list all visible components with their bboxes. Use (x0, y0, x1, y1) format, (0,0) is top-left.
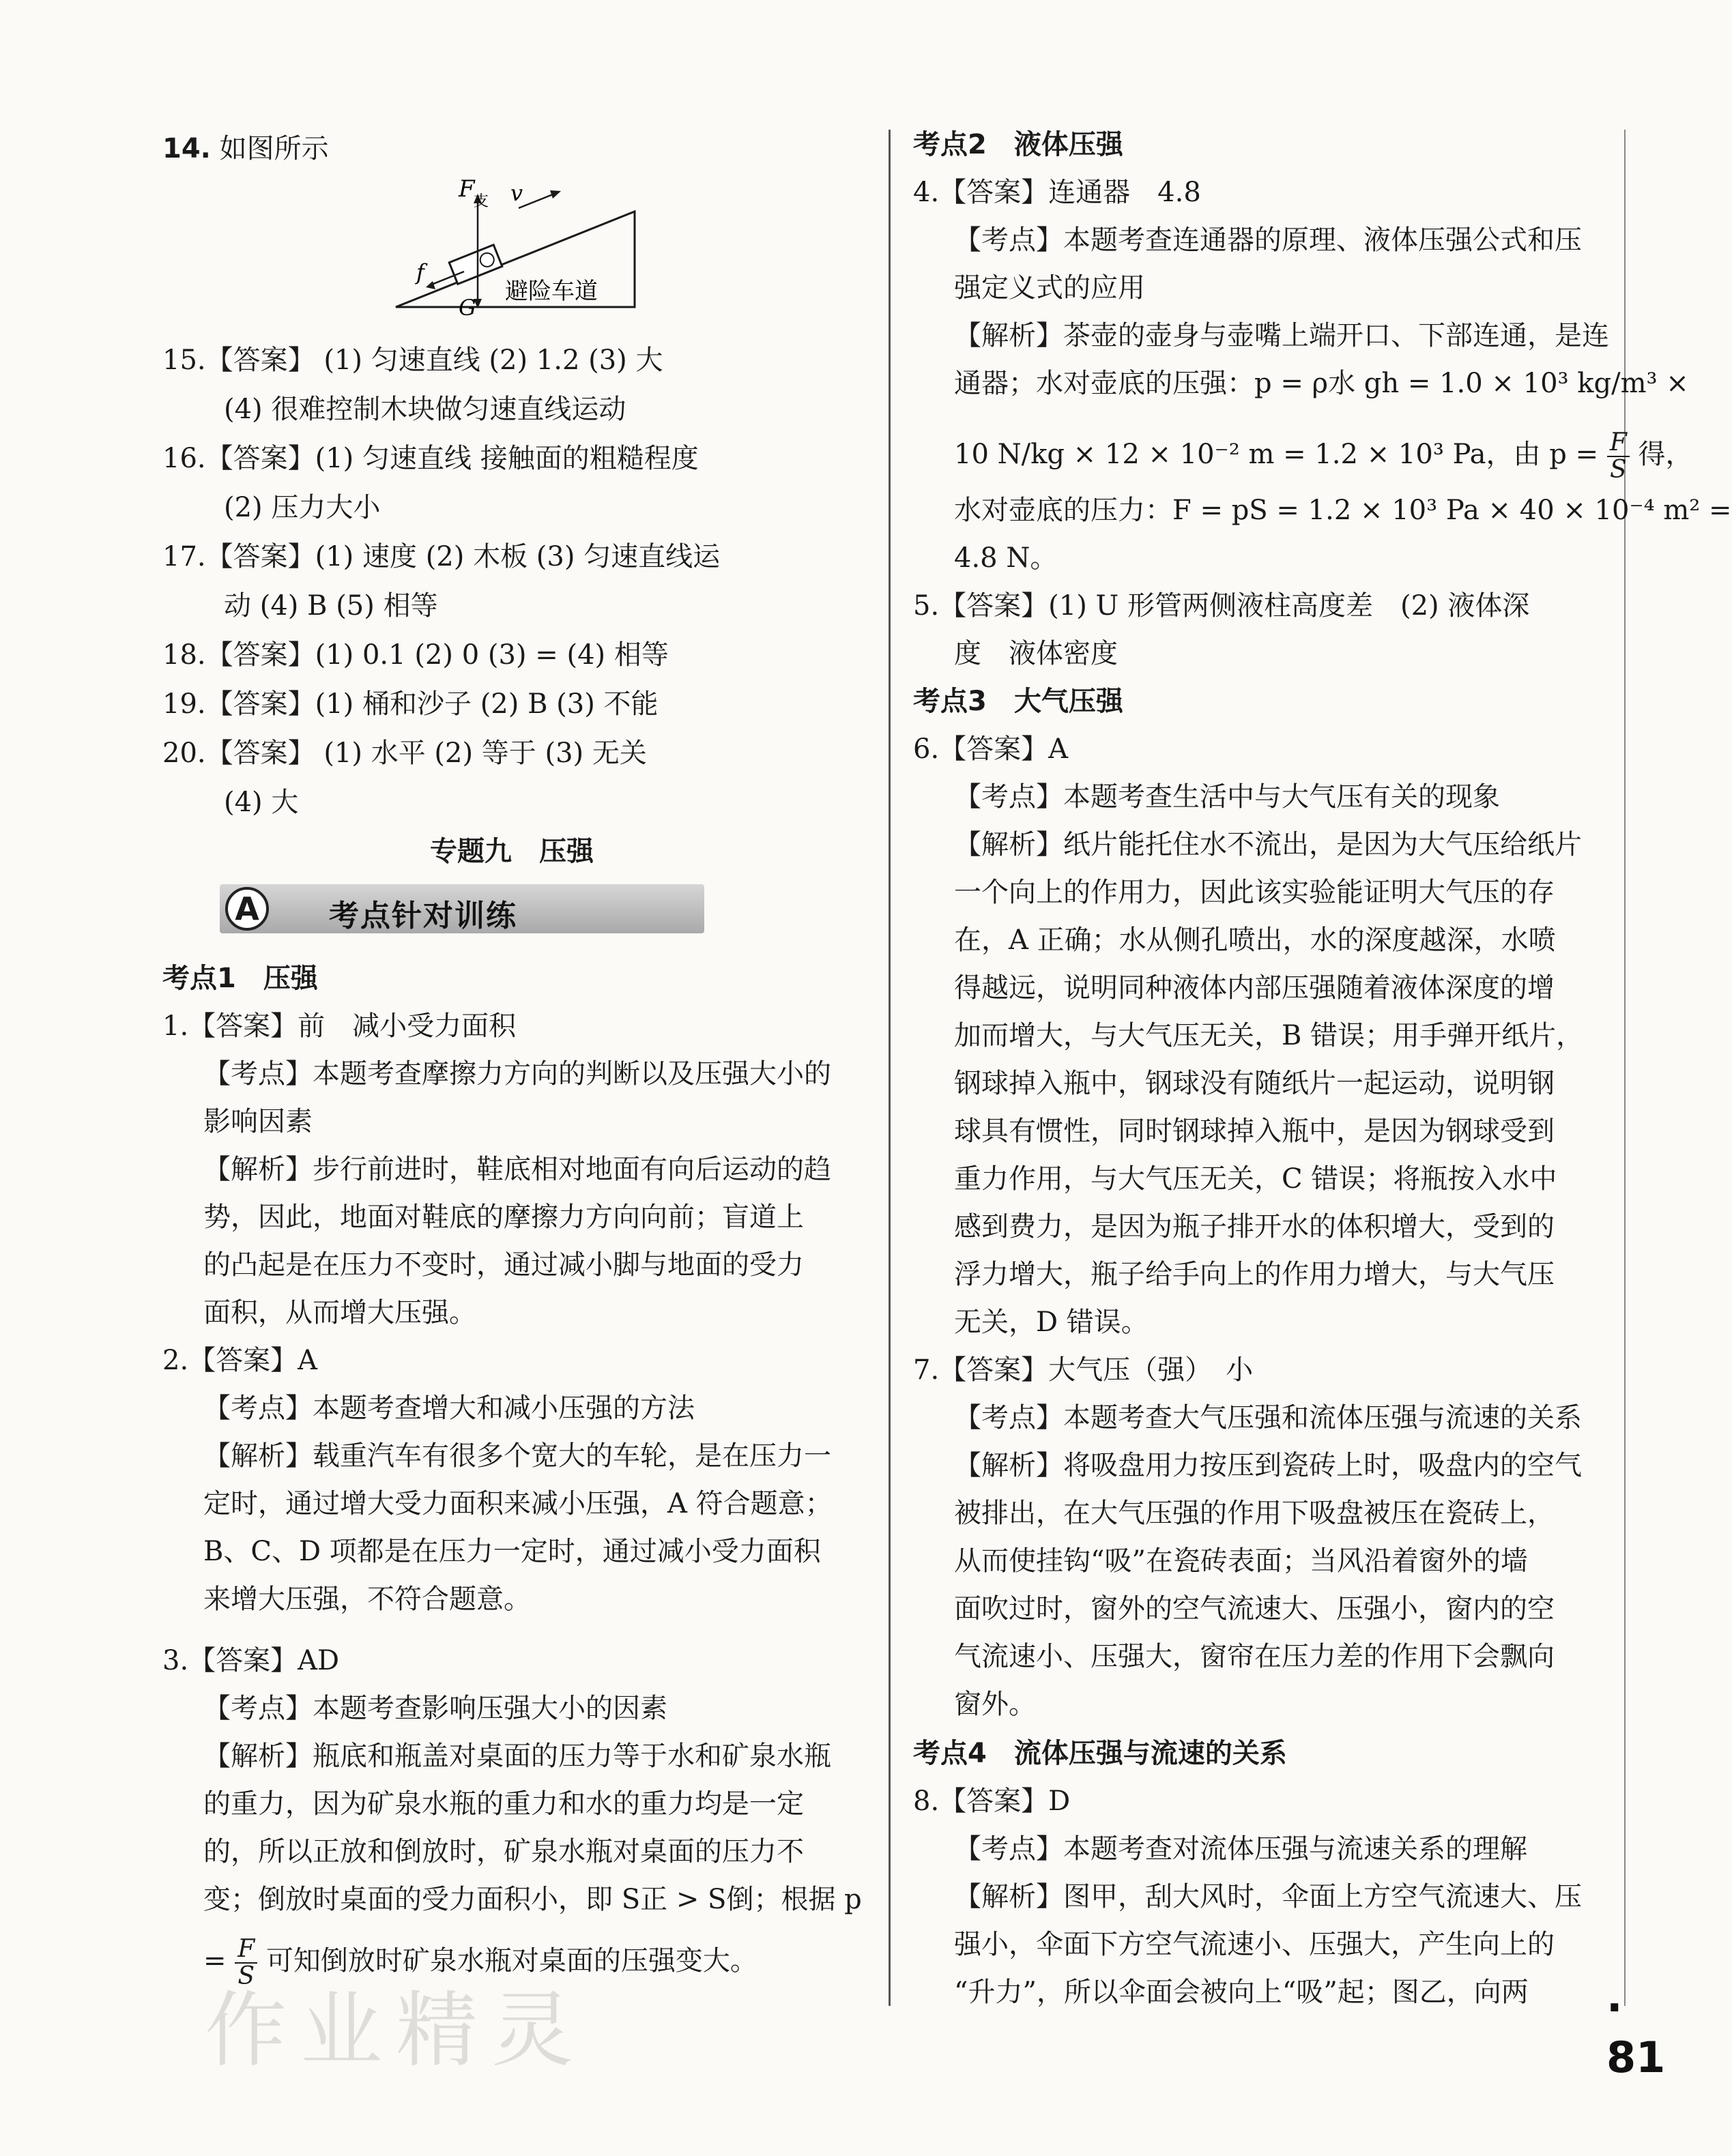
kaodian1-heading: 考点1 压强 (162, 963, 318, 994)
section-title: 专题九 压强 (430, 836, 594, 867)
r-formula-a: 10 N/kg × 12 × 10⁻² m = 1.2 × 10³ Pa，由 p = (954, 439, 1599, 470)
r-formula-b: 得， (1638, 439, 1693, 470)
frac-top-right: F (1607, 430, 1630, 457)
body-line-5: 的凸起是在压力不变时，通过减小脚与地面的受力 (203, 1249, 804, 1281)
r-b-1: 4.8 N。 (954, 542, 1058, 574)
r-c-13: 7.【答案】大气压（强） 小 (913, 1354, 1254, 1386)
ans15-line1: 15.【答案】 (1) 匀速直线 (2) 1.2 (3) 大 (162, 345, 663, 376)
r-c-18: 面吹过时，窗外的空气流速大、压强小，窗内的空 (954, 1593, 1555, 1625)
velocity-arrow (519, 194, 553, 208)
banner-a-icon: A (225, 887, 269, 931)
r-a-4: 通器；水对壶底的压强：p = ρ水 gh = 1.0 × 10³ kg/m³ × (954, 368, 1689, 399)
r-formula-line (954, 430, 1693, 483)
column-divider (889, 130, 891, 2006)
ans16-line2: (2) 压力大小 (224, 492, 381, 523)
page-number: · 81 (1606, 1983, 1666, 2082)
body-line-0: 1.【答案】前 减小受力面积 (162, 1010, 517, 1042)
ans16-line1: 16.【答案】(1) 匀速直线 接触面的粗糙程度 (162, 443, 699, 474)
road-label: 避险车道 (505, 278, 598, 305)
r-c-16: 被排出，在大气压强的作用下吸盘被压在瓷砖上， (954, 1498, 1555, 1529)
r-c-1: 【考点】本题考查生活中与大气压有关的现象 (954, 781, 1500, 813)
block (449, 245, 502, 285)
ans17-line1: 17.【答案】(1) 速度 (2) 木板 (3) 匀速直线运 (162, 541, 721, 572)
eq-sign: = (203, 1945, 227, 1977)
r-a-1: 【考点】本题考查连通器的原理、液体压强公式和压 (954, 224, 1582, 256)
r-c-3: 一个向上的作用力，因此该实验能证明大气压的存 (954, 877, 1555, 908)
body-line-12: 来增大压强，不符合题意。 (203, 1584, 531, 1615)
body-line-2: 影响因素 (203, 1106, 313, 1137)
r-a-2: 强定义式的应用 (954, 272, 1145, 304)
frac-top: F (235, 1936, 257, 1964)
r-c-11: 浮力增大，瓶子给手向上的作用力增大，与大气压 (954, 1259, 1555, 1290)
fraction-f-s-right (1607, 430, 1630, 483)
ans15-line2: (4) 很难控制木块做匀速直线运动 (224, 394, 626, 425)
body-line-15: 【解析】瓶底和瓶盖对桌面的压力等于水和矿泉水瓶 (203, 1740, 831, 1772)
incline-figure (382, 171, 655, 327)
body-line-19-text: 可知倒放时矿泉水瓶对桌面的压强变大。 (265, 1945, 757, 1977)
frac-bottom-right: S (1609, 456, 1627, 484)
ans18-line: 18.【答案】(1) 0.1 (2) 0 (3) = (4) 相等 (162, 639, 669, 671)
body-line-18: 变；倒放时桌面的受力面积小，即 S正 > S倒；根据 p (203, 1884, 862, 1915)
body-line-17: 的，所以正放和倒放时，矿泉水瓶对桌面的压力不 (203, 1836, 804, 1867)
f-label: F (459, 175, 475, 203)
r-a-3: 【解析】茶壶的壶身与壶嘴上端开口、下部连通，是连 (954, 320, 1609, 351)
ans20-line2: (4) 大 (224, 787, 299, 818)
body-line-1: 【考点】本题考查摩擦力方向的判断以及压强大小的 (203, 1058, 831, 1090)
r-d-4: “升力”，所以伞面会被向上“吸”起；图乙，向两 (954, 1977, 1529, 2008)
r-c-17: 从而使挂钩“吸”在瓷砖表面；当风沿着窗外的墙 (954, 1545, 1528, 1577)
r-d-3: 强小，伞面下方空气流速小、压强大，产生向上的 (954, 1929, 1555, 1960)
f-sub: 支 (474, 193, 489, 210)
r-c-9: 重力作用，与大气压无关，C 错误；将瓶按入水中 (954, 1163, 1557, 1195)
body-line-14: 【考点】本题考查影响压强大小的因素 (203, 1693, 667, 1724)
body-line-11: B、C、D 项都是在压力一定时，通过减小受力面积 (203, 1536, 821, 1567)
right-edge-rule (1624, 130, 1626, 2006)
ans17-line2: 动 (4) B (5) 相等 (224, 590, 438, 622)
kaodian3-heading: 考点3 大气压强 (913, 686, 1123, 717)
q14-text: 如图所示 (219, 133, 329, 164)
ans20-line1: 20.【答案】 (1) 水平 (2) 等于 (3) 无关 (162, 738, 647, 769)
frac-bottom: S (237, 1962, 255, 1990)
banner-text: 考点针对训练 (329, 899, 517, 933)
watermark: 作业精灵 (205, 1983, 587, 2078)
body-line-6: 面积，从而增大压强。 (203, 1297, 476, 1328)
r-c-0: 6.【答案】A (913, 733, 1069, 765)
r-b-0: 水对壶底的压力：F = pS = 1.2 × 10³ Pa × 40 × 10⁻⁴ m² = (954, 495, 1732, 526)
banner (220, 884, 704, 933)
body-line-10: 定时，通过增大受力面积来减小压强，A 符合题意； (203, 1488, 833, 1519)
body-line-7: 2.【答案】A (162, 1345, 318, 1376)
r-a-0: 4.【答案】连通器 4.8 (913, 177, 1201, 208)
r-b-3: 度 液体密度 (954, 638, 1118, 669)
body-line-3: 【解析】步行前进时，鞋底相对地面有向后运动的趋 (203, 1154, 831, 1185)
r-c-20: 窗外。 (954, 1689, 1036, 1720)
r-d-0: 8.【答案】D (913, 1786, 1071, 1817)
q14-number: 14. (162, 133, 211, 164)
r-b-2: 5.【答案】(1) U 形管两侧液柱高度差 (2) 液体深 (913, 590, 1530, 622)
body-line-9: 【解析】载重汽车有很多个宽大的车轮，是在压力一 (203, 1440, 831, 1472)
q14-line (162, 131, 329, 166)
r-c-19: 气流速小、压强大，窗帘在压力差的作用下会飘向 (954, 1641, 1555, 1672)
friction-label: f (416, 259, 424, 285)
body-line-8: 【考点】本题考查增大和减小压强的方法 (203, 1393, 695, 1424)
r-c-4: 在，A 正确；水从侧孔喷出，水的深度越深，水喷 (954, 924, 1556, 956)
r-c-15: 【解析】将吸盘用力按压到瓷砖上时，吸盘内的空气 (954, 1450, 1582, 1481)
r-d-1: 【考点】本题考查对流体压强与流速关系的理解 (954, 1833, 1527, 1865)
g-label: G (459, 295, 476, 321)
r-c-14: 【考点】本题考查大气压强和流体压强与流速的关系 (954, 1402, 1582, 1433)
r-c-7: 钢球掉入瓶中，钢球没有随纸片一起运动，说明钢 (954, 1068, 1555, 1099)
body-line-16: 的重力，因为矿泉水瓶的重力和水的重力均是一定 (203, 1788, 804, 1820)
r-d-2: 【解析】图甲，刮大风时，伞面上方空气流速大、压 (954, 1881, 1582, 1912)
body-line-4: 势，因此，地面对鞋底的摩擦力方向向前；盲道上 (203, 1201, 804, 1233)
r-c-6: 加而增大，与大气压无关，B 错误；用手弹开纸片， (954, 1020, 1584, 1051)
r-c-5: 得越远，说明同种液体内部压强随着液体深度的增 (954, 972, 1555, 1004)
body-line-13: 3.【答案】AD (162, 1645, 340, 1676)
r-c-10: 感到费力，是因为瓶子排开水的体积增大，受到的 (954, 1211, 1555, 1242)
v-label: v (510, 180, 523, 206)
kaodian4-heading: 考点4 流体压强与流速的关系 (913, 1738, 1287, 1769)
r-c-12: 无关，D 错误。 (954, 1307, 1149, 1338)
r-c-8: 球具有惯性，同时钢球掉入瓶中，是因为钢球受到 (954, 1116, 1555, 1147)
ans19-line: 19.【答案】(1) 桶和沙子 (2) B (3) 不能 (162, 688, 659, 720)
kaodian2-heading: 考点2 液体压强 (913, 129, 1123, 160)
r-c-2: 【解析】纸片能托住水不流出，是因为大气压给纸片 (954, 829, 1582, 860)
